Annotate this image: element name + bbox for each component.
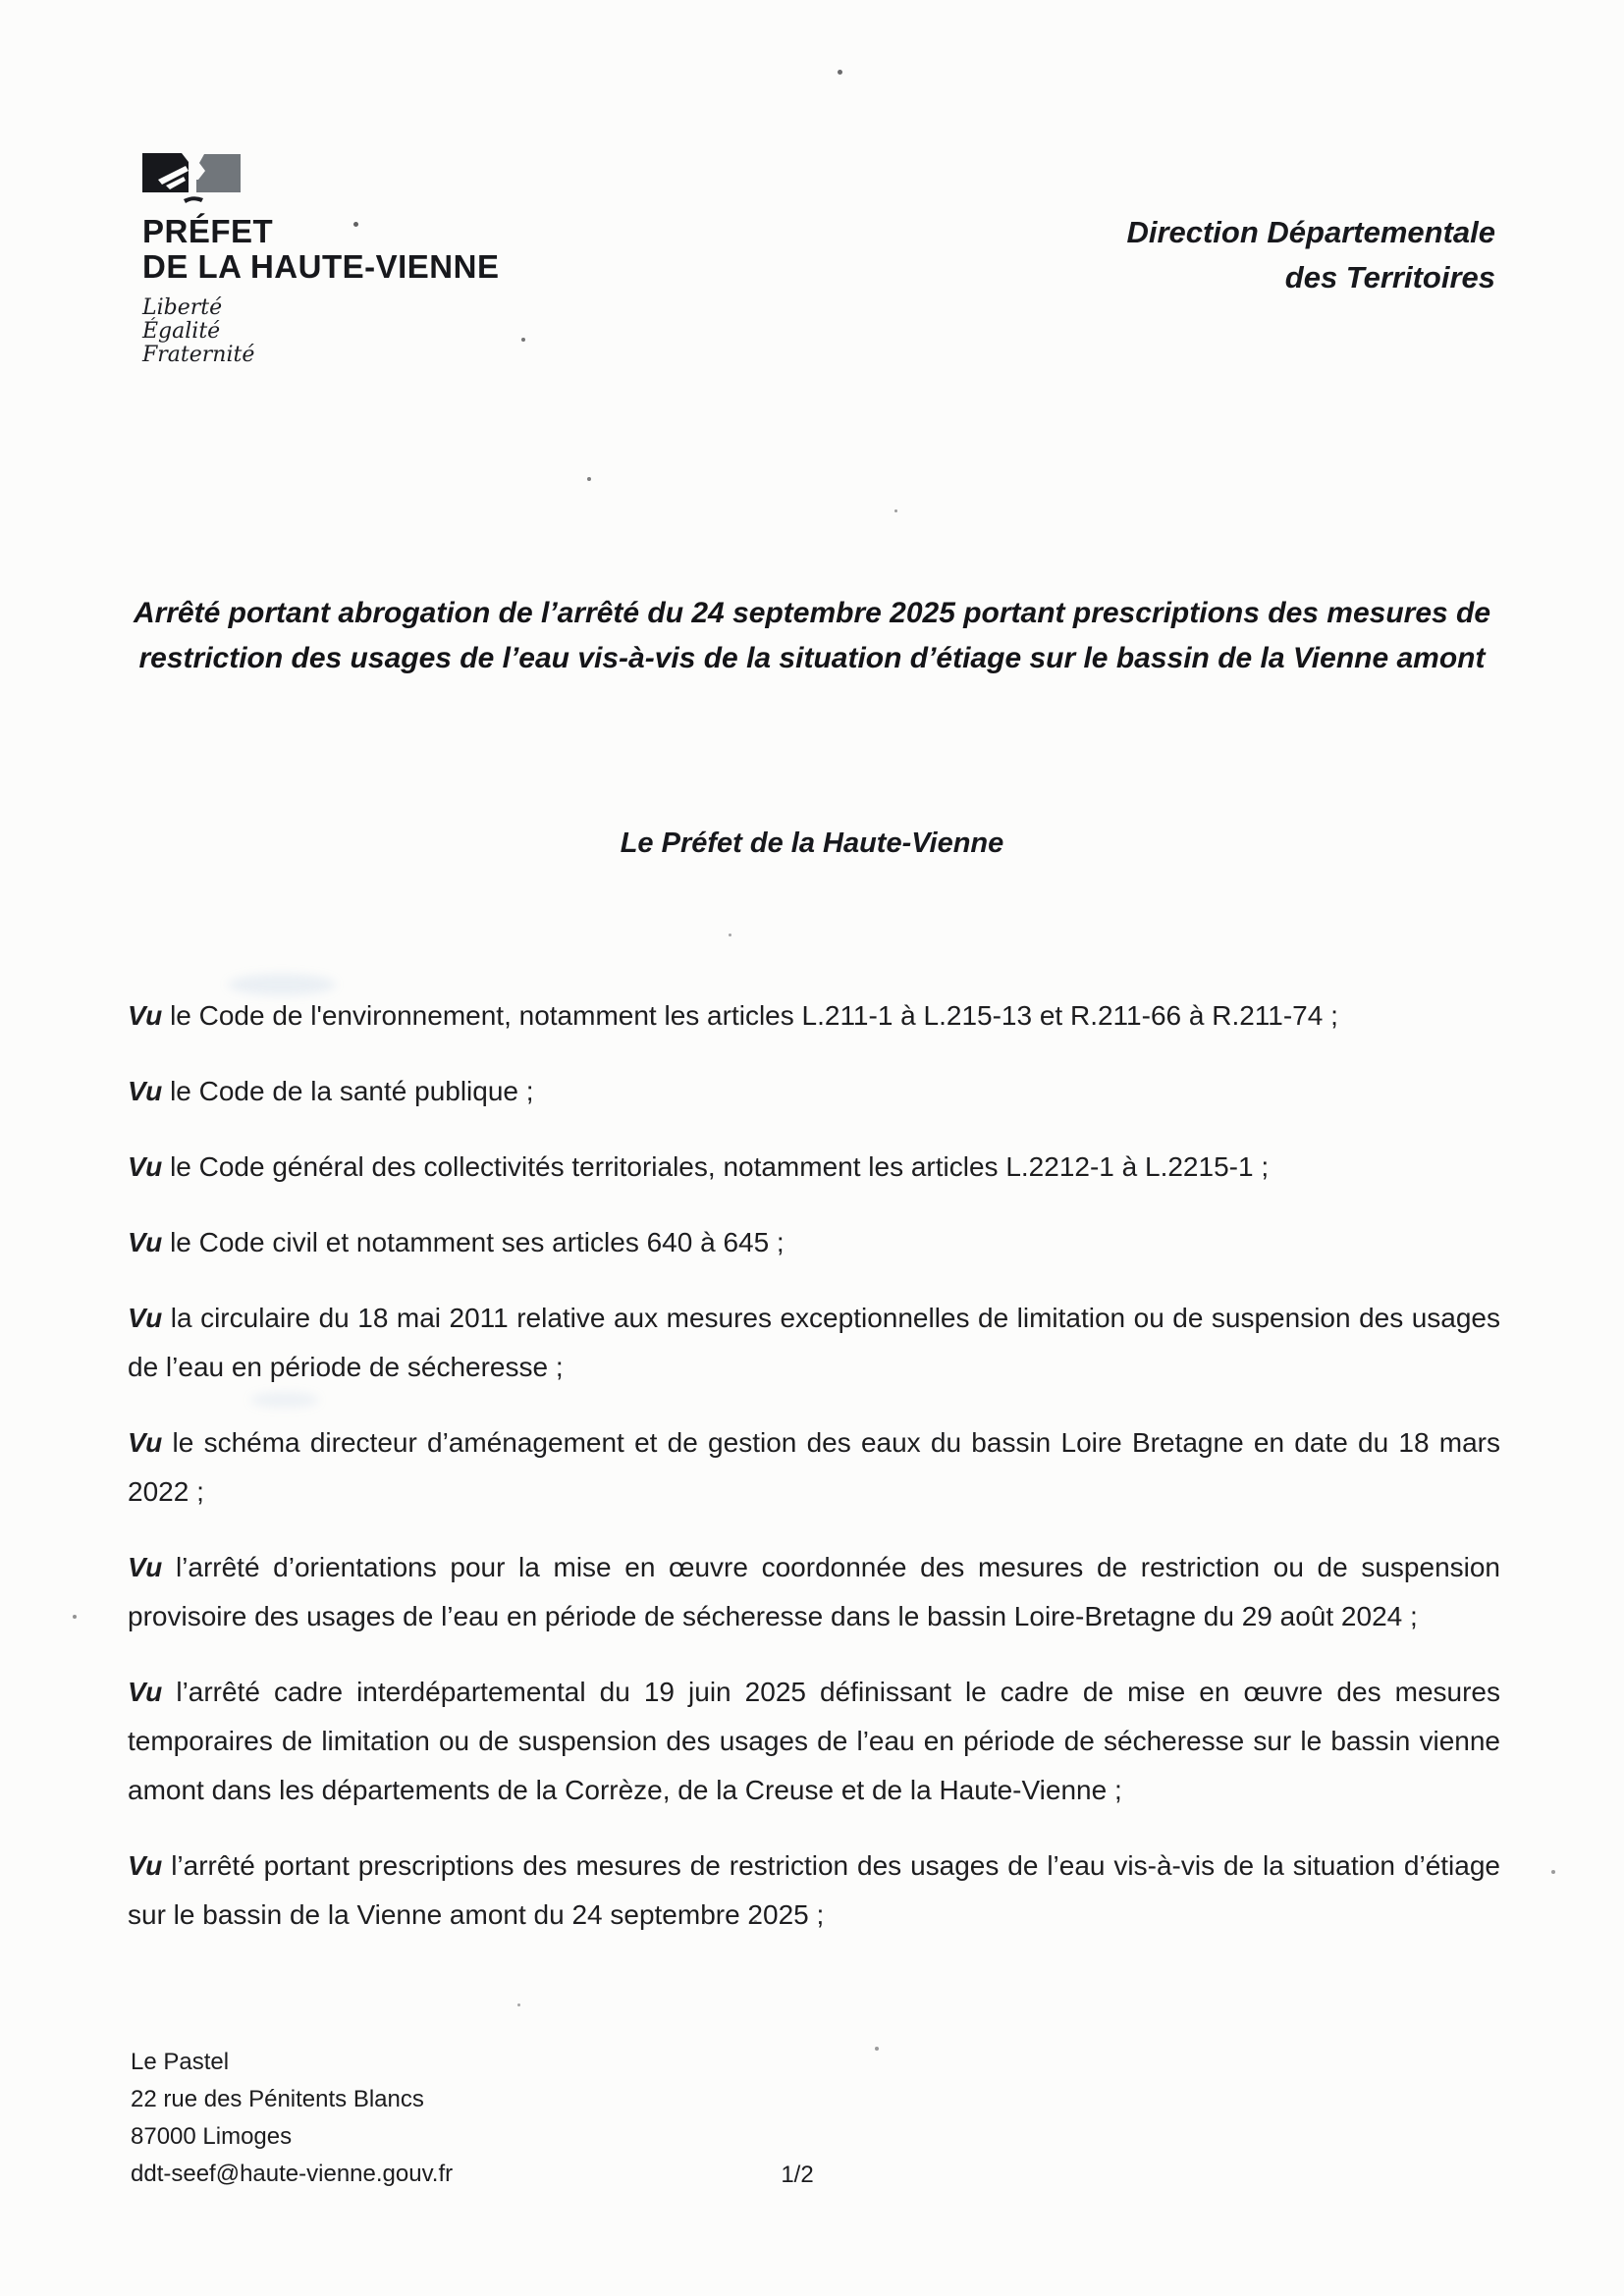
scan-speck bbox=[894, 509, 897, 512]
vu-prefix: Vu bbox=[128, 1552, 163, 1582]
vu-prefix: Vu bbox=[128, 1000, 163, 1031]
service-name-line2: des Territoires bbox=[1284, 260, 1495, 294]
scan-speck bbox=[1551, 1870, 1555, 1874]
prefet-title-line1: PRÉFET bbox=[142, 213, 274, 249]
issuing-service bbox=[1126, 210, 1495, 300]
address-line-city: 87000 Limoges bbox=[131, 2123, 293, 2150]
issuer-line: Le Préfet de la Haute-Vienne bbox=[620, 828, 1004, 859]
motto-egalite: Égalité bbox=[142, 319, 221, 344]
marianne-republique-francaise-icon bbox=[142, 153, 241, 204]
vu-paragraph bbox=[128, 1418, 1500, 1517]
vu-text: le Code de la santé publique ; bbox=[170, 1076, 534, 1106]
scan-speck bbox=[875, 2047, 879, 2051]
scan-speck bbox=[587, 477, 591, 481]
motto-fraternite: Fraternité bbox=[142, 343, 255, 367]
vu-paragraph bbox=[128, 1294, 1500, 1392]
vu-prefix: Vu bbox=[128, 1677, 163, 1707]
scan-speck bbox=[838, 70, 842, 75]
vu-text: le schéma directeur d’aménagement et de gestion des eaux du bassin Loire Bretagne en date du 18 mars 2022 ; bbox=[128, 1427, 1500, 1507]
service-name-line1: Direction Départementale bbox=[1126, 215, 1495, 249]
address-line-street: 22 rue des Pénitents Blancs bbox=[131, 2086, 424, 2112]
vu-text: le Code de l'environnement, notamment les articles L.211-1 à L.215-13 et R.211-66 à R.211-74 ; bbox=[170, 1000, 1338, 1031]
vu-prefix: Vu bbox=[128, 1427, 163, 1458]
vu-paragraph bbox=[128, 1143, 1500, 1192]
scan-speck bbox=[521, 338, 525, 342]
vu-paragraph bbox=[128, 1842, 1500, 1940]
scan-speck bbox=[754, 1920, 757, 1923]
vu-text: l’arrêté d’orientations pour la mise en œuvre coordonnée des mesures de restriction ou de suspension provisoire des usages de l’eau en période de sécheresse dans le bassin Loire-Bretagne du 29 août 2024 ; bbox=[128, 1552, 1501, 1631]
address-line-email: ddt-seef@haute-vienne.gouv.fr bbox=[131, 2161, 454, 2187]
vu-prefix: Vu bbox=[128, 1151, 163, 1182]
scan-speck bbox=[517, 2003, 520, 2006]
vu-prefix: Vu bbox=[128, 1850, 163, 1881]
vu-prefix: Vu bbox=[128, 1227, 163, 1257]
scan-smudge bbox=[250, 1392, 319, 1408]
scan-speck bbox=[73, 1615, 77, 1619]
decree-title: Arrêté portant abrogation de l’arrêté du 24 septembre 2025 portant prescriptions des mesures de restriction des usages de l’eau vis-à-vis de la situation d’étiage sur le bassin de la Vienne amont bbox=[133, 597, 1491, 674]
scan-speck bbox=[353, 222, 358, 227]
vu-text: l’arrêté cadre interdépartemental du 19 juin 2025 définissant le cadre de mise en œuvre des mesures temporaires de limitation ou de suspension des usages de l’eau en période de sécheresse sur le bassin vienne amont dans les départements de la Corrèze, de la Creuse et de la Haute-Vienne ; bbox=[128, 1677, 1500, 1805]
vu-text: le Code général des collectivités territoriales, notamment les articles L.2212-1 à L.2215-1 ; bbox=[170, 1151, 1270, 1182]
vu-paragraph bbox=[128, 1218, 1500, 1267]
vu-text: le Code civil et notamment ses articles 640 à 645 ; bbox=[170, 1227, 785, 1257]
vu-paragraph bbox=[128, 1668, 1500, 1815]
vu-prefix: Vu bbox=[128, 1076, 163, 1106]
decree-body bbox=[128, 991, 1500, 1966]
vu-text: l’arrêté portant prescriptions des mesures de restriction des usages de l’eau vis-à-vis de la situation d’étiage sur le bassin de la Vienne amont du 24 septembre 2025 ; bbox=[128, 1850, 1500, 1930]
vu-prefix: Vu bbox=[128, 1303, 163, 1333]
motto-liberte: Liberté bbox=[142, 295, 223, 320]
vu-paragraph bbox=[128, 1067, 1500, 1116]
scan-smudge bbox=[228, 974, 336, 995]
vu-paragraph bbox=[128, 1543, 1500, 1641]
national-motto bbox=[142, 296, 499, 367]
government-header-block bbox=[142, 153, 499, 367]
scan-speck bbox=[729, 934, 731, 936]
vu-paragraph bbox=[128, 991, 1500, 1041]
vu-text: la circulaire du 18 mai 2011 relative aux mesures exceptionnelles de limitation ou de suspension des usages de l’eau en période de sécheresse ; bbox=[128, 1303, 1500, 1382]
page-number: 1/2 bbox=[781, 2162, 814, 2188]
address-line-building: Le Pastel bbox=[131, 2049, 230, 2075]
prefet-title-line2: DE LA HAUTE-VIENNE bbox=[142, 248, 500, 285]
